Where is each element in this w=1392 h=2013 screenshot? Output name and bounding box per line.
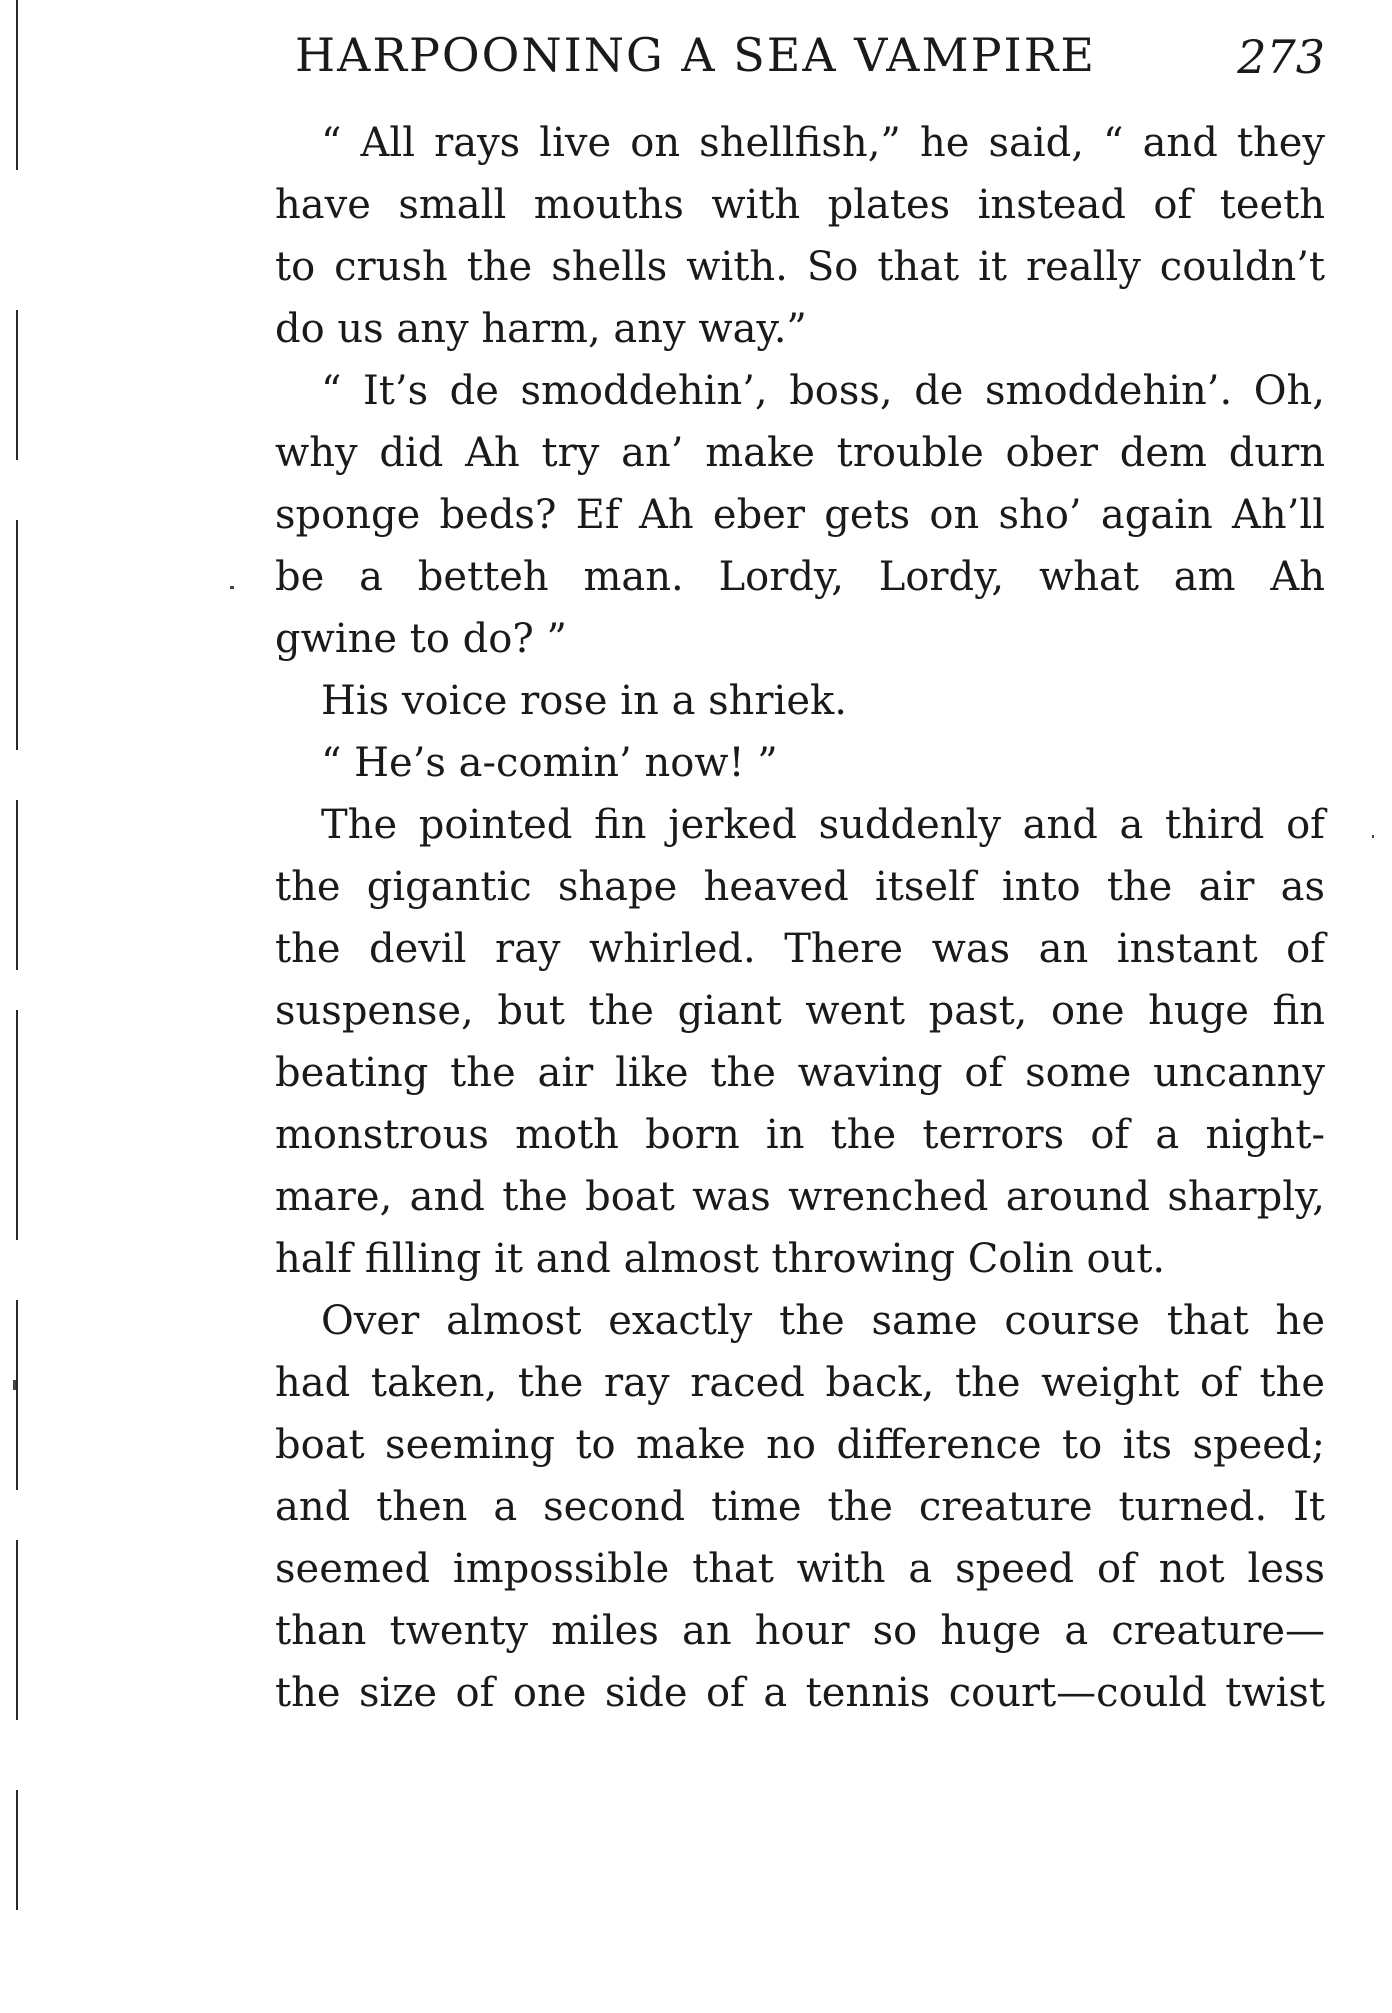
- text-line: gwine to do? ”: [275, 616, 567, 662]
- text-line: The pointed fin jerked suddenly and a third of: [321, 802, 1325, 848]
- text-line: suspense, but the giant went past, one huge fin: [275, 988, 1325, 1034]
- scan-gutter-mark: [16, 1010, 18, 1240]
- text-line: than twenty miles an hour so huge a creature—: [275, 1608, 1325, 1654]
- scan-gutter-mark: [16, 1300, 18, 1490]
- text-line: had taken, the ray raced back, the weight of the: [275, 1360, 1325, 1406]
- scan-gutter-mark: [16, 0, 18, 170]
- text-line: be a betteh man. Lordy, Lordy, what am Ah: [275, 554, 1325, 600]
- scan-gutter-mark: [16, 520, 18, 750]
- scan-speck: [13, 1380, 16, 1390]
- text-line: boat seeming to make no difference to its speed;: [275, 1422, 1325, 1468]
- text-line: beating the air like the waving of some uncanny: [275, 1050, 1325, 1096]
- text-line: “ All rays live on shellfish,” he said, “ and they: [321, 120, 1325, 166]
- text-line: “ It’s de smoddehin’, boss, de smoddehin’. Oh,: [321, 368, 1325, 414]
- body-text: [275, 112, 1325, 1724]
- text-line: why did Ah try an’ make trouble ober dem durn: [275, 430, 1325, 476]
- text-line: the size of one side of a tennis court—could twist: [275, 1670, 1325, 1716]
- page-number: 273: [1237, 30, 1325, 84]
- text-line: His voice rose in a shriek.: [321, 678, 847, 724]
- scan-gutter-mark: [16, 1790, 18, 1910]
- text-line: seemed impossible that with a speed of not less: [275, 1546, 1325, 1592]
- running-head: HARPOONING A SEA VAMPIRE: [295, 28, 1096, 82]
- text-line: the devil ray whirled. There was an instant of: [275, 926, 1325, 972]
- page-header: [295, 28, 1325, 88]
- text-line: and then a second time the creature turned. It: [275, 1484, 1325, 1530]
- scan-gutter-mark: [16, 800, 18, 970]
- text-line: sponge beds? Ef Ah eber gets on sho’ again Ah’ll: [275, 492, 1325, 538]
- text-line: the gigantic shape heaved itself into the air as: [275, 864, 1325, 910]
- text-line: mare, and the boat was wrenched around sharply,: [275, 1174, 1325, 1220]
- text-line: half filling it and almost throwing Colin out.: [275, 1236, 1166, 1282]
- text-line: to crush the shells with. So that it really couldn’t: [275, 244, 1325, 290]
- scan-gutter-mark: [16, 310, 18, 460]
- scan-gutter-mark: [16, 1540, 18, 1720]
- scan-speck: [1372, 835, 1374, 838]
- scan-speck: [230, 586, 234, 589]
- text-line: Over almost exactly the same course that he: [321, 1298, 1325, 1344]
- text-line: have small mouths with plates instead of teeth: [275, 182, 1325, 228]
- text-line: do us any harm, any way.”: [275, 306, 807, 352]
- text-line: monstrous moth born in the terrors of a night-: [275, 1112, 1325, 1158]
- text-line: “ He’s a-comin’ now! ”: [321, 740, 778, 786]
